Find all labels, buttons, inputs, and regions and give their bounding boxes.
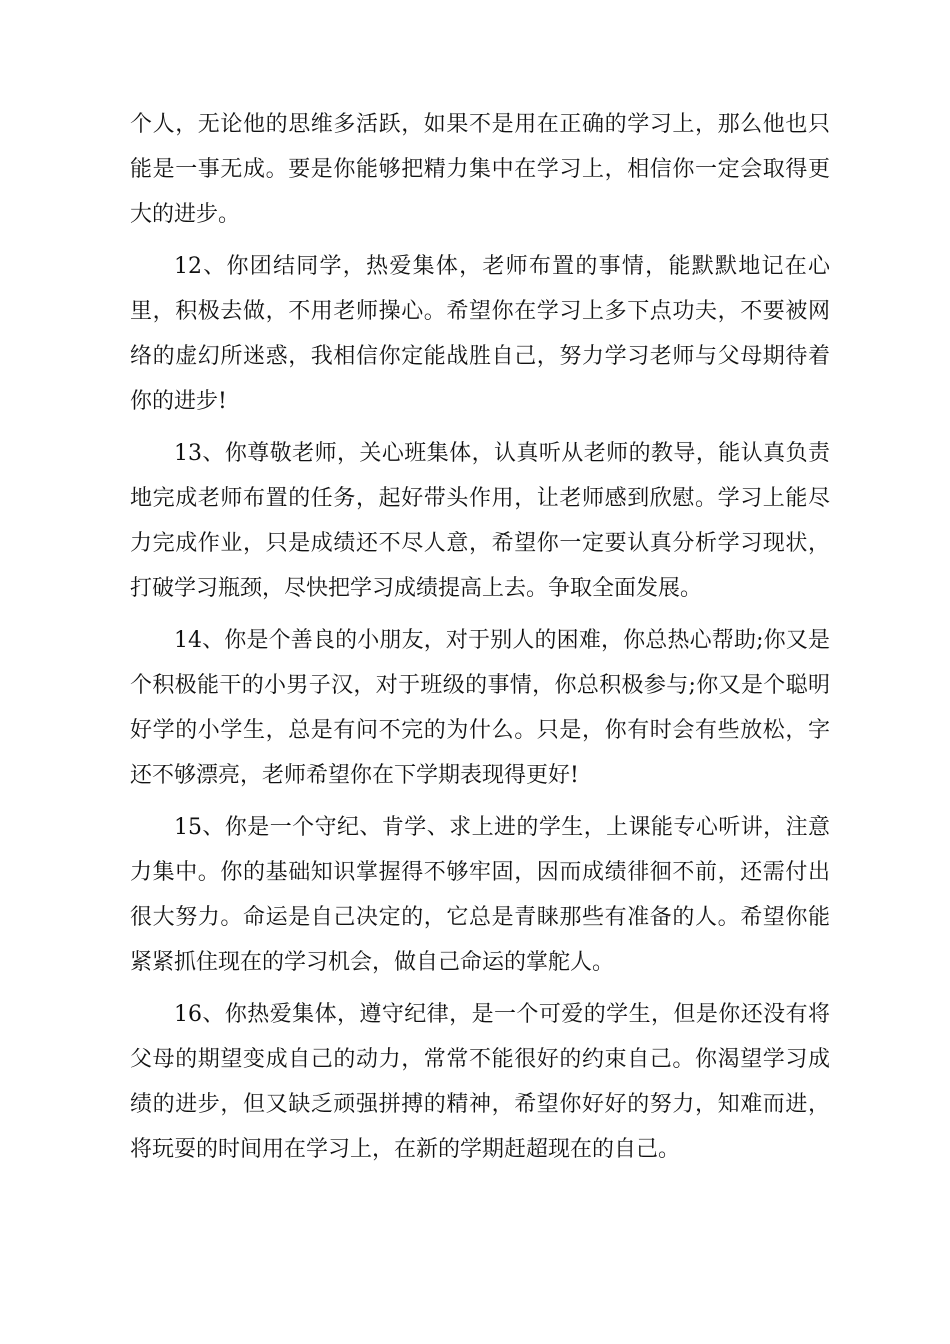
paragraph-comment-14: 14、你是个善良的小朋友，对于别人的困难，你总热心帮助;你又是个积极能干的小男子汉，对于班级的事情，你总积极参与;你又是个聪明好学的小学生，总是有问不完的为什么。只是，你有时会有些放松，字还不够漂亮，老师希望你在下学期表现得更好! xyxy=(130,628,830,788)
paragraph-comment-12: 12、你团结同学，热爱集体，老师布置的事情，能默默地记在心里，积极去做，不用老师操心。希望你在学习上多下点功夫，不要被网络的虚幻所迷惑，我相信你定能战胜自己，努力学习老师与父母期待着你的进步! xyxy=(130,254,830,414)
paragraph-comment-15: 15、你是一个守纪、肯学、求上进的学生，上课能专心听讲，注意力集中。你的基础知识掌握得不够牢固，因而成绩徘徊不前，还需付出很大努力。命运是自己决定的，它总是青睐那些有准备的人。希望你能紧紧抓住现在的学习机会，做自己命运的掌舵人。 xyxy=(130,815,830,975)
paragraph-comment-16: 16、你热爱集体，遵守纪律，是一个可爱的学生，但是你还没有将父母的期望变成自己的动力，常常不能很好的约束自己。你渴望学习成绩的进步，但又缺乏顽强拼搏的精神，希望你好好的努力，知难而进，将玩耍的时间用在学习上，在新的学期赶超现在的自己。 xyxy=(130,1002,830,1162)
document-page xyxy=(130,102,830,1179)
paragraph-continuation: 个人，无论他的思维多活跃，如果不是用在正确的学习上，那么他也只能是一事无成。要是你能够把精力集中在学习上，相信你一定会取得更大的进步。 xyxy=(130,112,830,227)
paragraph-comment-13: 13、你尊敬老师，关心班集体，认真听从老师的教导，能认真负责地完成老师布置的任务，起好带头作用，让老师感到欣慰。学习上能尽力完成作业，只是成绩还不尽人意，希望你一定要认真分析学习现状，打破学习瓶颈，尽快把学习成绩提高上去。争取全面发展。 xyxy=(130,441,830,601)
